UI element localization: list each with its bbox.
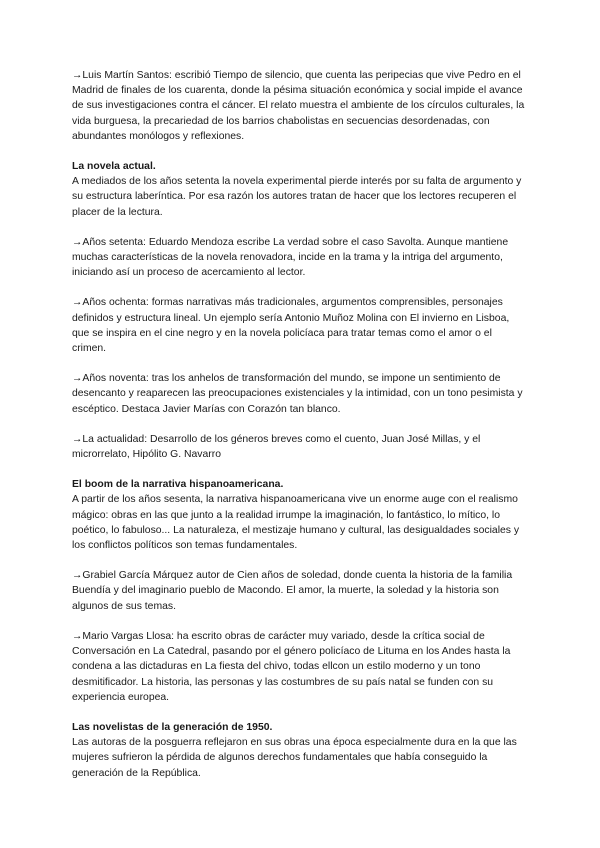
section-intro: A mediados de los años setenta la novela experimental pierde interés por su falta de argumento y su estructura laberíntica. Por esa razón los autores tratan de hacer que los lectores recuperen el placer de la lectura.: [72, 176, 522, 218]
section-heading: La novela actual.: [72, 161, 156, 173]
paragraph-actualidad: →La actualidad: Desarrollo de los géneros breves como el cuento, Juan José Millas, y el microrrelato, Hipólito G. Navarro: [72, 433, 481, 461]
section-intro: A partir de los años sesenta, la narrativa hispanoamericana vive un enorme auge con el realismo mágico: obras en las que junto a la realidad irrumpe la imaginación, lo fantástico, lo mítico, lo poético, lo fabuloso... La naturaleza, el mestizaje humano y cultural, las desigualdades sociales y los conflictos políticos son temas fundamentales.: [72, 494, 520, 552]
section-novelistas-1950: [72, 720, 528, 781]
section-intro: Las autoras de la posguerra reflejaron en sus obras una época especialmente dura en la que las mujeres sufrieron la pérdida de algunos derechos fundamentales que había conseguido la generación de la República.: [72, 737, 517, 779]
paragraph-anos-ochenta: →Años ochenta: formas narrativas más tradicionales, argumentos comprensibles, personajes definidos y estructura lineal. Un ejemplo sería Antonio Muñoz Molina con El invierno en Lisboa, que se inspira en el cine negro y en la novela policíaca para tratar temas como el amor o el crimen.: [72, 297, 510, 355]
document-page: [72, 68, 528, 796]
section-heading: Las novelistas de la generación de 1950.: [72, 721, 273, 733]
paragraph-anos-setenta: →Años setenta: Eduardo Mendoza escribe La verdad sobre el caso Savolta. Aunque mantiene muchas características de la novela renovadora, incide en la trama y la intriga del argumento, iniciando así un proceso de acercamiento al lector.: [72, 236, 509, 279]
paragraph-vargas-llosa: →Mario Vargas Llosa: ha escrito obras de carácter muy variado, desde la crítica social de Conversación en La Catedral, pasando por el género policíaco de Lituma en los Andes hasta la condena a las dictaduras en La fiesta del chivo, todas ellcon un estilo moderno y un tono desmitificador. La historia, las personas y las costumbres de su país natal se funden con su experiencia europea.: [72, 630, 511, 703]
paragraph-martin-santos: →Luis Martín Santos: escribió Tiempo de silencio, que cuenta las peripecias que vive Pedro en el Madrid de finales de los cuarenta, donde la pésima situación económica y social impide el avance de sus investigaciones contra el cáncer. El relato muestra el ambiente de los círculos culturales, la vida burguesa, la precariedad de los barrios chabolistas en secuencias desordenadas, con abundantes monólogos y reflexiones.: [72, 70, 525, 142]
section-boom-hispanoamericano: [72, 477, 528, 705]
section-novela-actual: [72, 159, 528, 462]
paragraph-anos-noventa: →Años noventa: tras los anhelos de transformación del mundo, se impone un sentimiento de desencanto y reaparecen las preocupaciones existenciales y la intimidad, con un tono pesimista y escéptico. Destaca Javier Marías con Corazón tan blanco.: [72, 373, 523, 415]
paragraph-garcia-marquez: →Grabiel García Márquez autor de Cien años de soledad, donde cuenta la historia de la familia Buendía y del imaginario pueblo de Macondo. El amor, la muerte, la soledad y la historia son algunos de sus temas.: [72, 570, 513, 612]
section-heading: El boom de la narrativa hispanoamericana.: [72, 479, 284, 491]
